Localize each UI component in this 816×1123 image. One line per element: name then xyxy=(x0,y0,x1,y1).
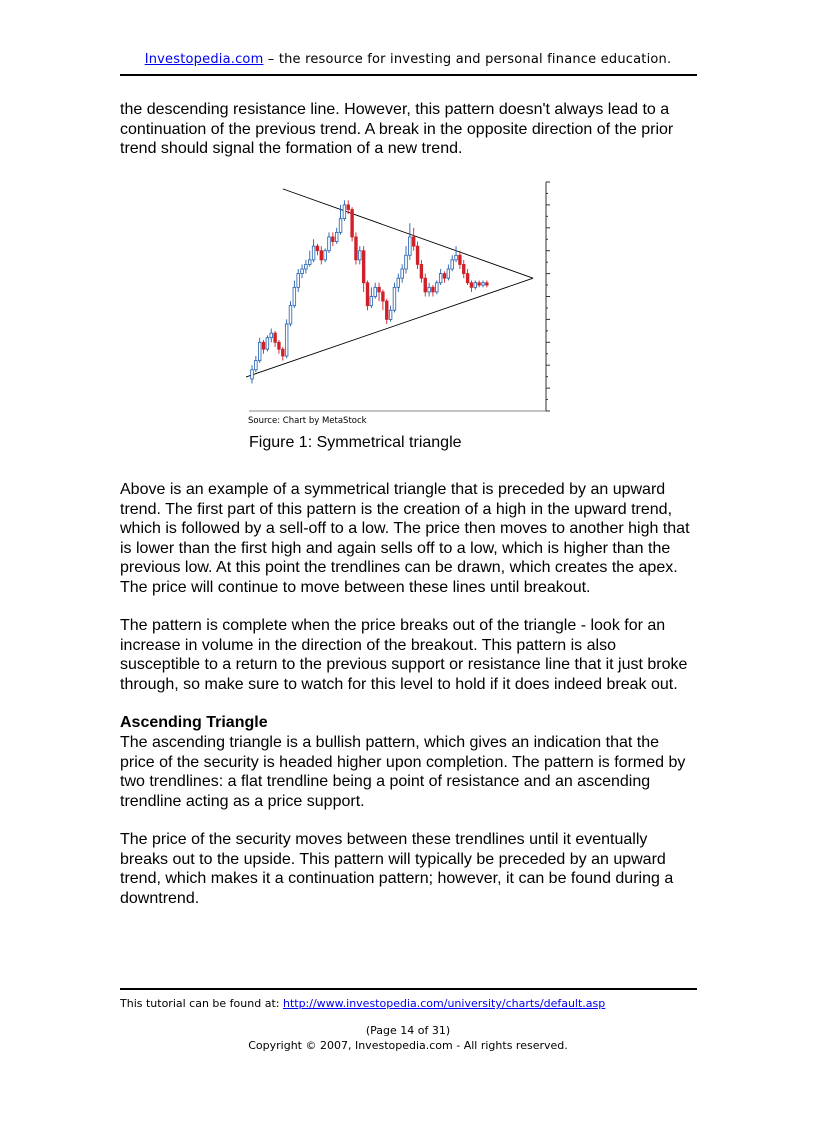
candle-body xyxy=(320,251,323,260)
candle xyxy=(409,223,412,260)
candle-body xyxy=(401,269,404,278)
header-rule xyxy=(120,74,697,76)
triangle-chart xyxy=(246,178,552,428)
candle-body xyxy=(359,251,362,260)
candle-body xyxy=(328,237,331,251)
investopedia-link[interactable]: Investopedia.com xyxy=(144,52,264,67)
candle xyxy=(278,340,281,354)
candle xyxy=(397,274,400,292)
candle xyxy=(466,269,469,285)
candle xyxy=(459,251,462,269)
paragraph-intro: the descending resistance line. However, this pattern doesn't always lead to a continuation of the previous trend. A break in the opposite direction of the prior trend should signal the formation of a new trend. xyxy=(120,101,674,158)
candle xyxy=(335,228,338,244)
candle-body xyxy=(324,251,327,260)
candle-body xyxy=(297,274,300,288)
candle-body xyxy=(486,283,489,285)
candle xyxy=(359,246,362,264)
candle-body xyxy=(282,349,285,356)
candle-body xyxy=(301,269,304,274)
candle-body xyxy=(466,274,469,283)
candle-body xyxy=(251,370,254,379)
candle-body xyxy=(262,342,265,349)
footer-rule xyxy=(120,988,697,990)
candle-body xyxy=(332,237,335,242)
paragraph-completion: The pattern is complete when the price breaks out of the triangle - look for an increase in volume in the direction of the breakout. This pattern is also susceptible to a return to the previous support or resistance line that it just broke through, so make sure to watch for this level to hold if it does indeed break out. xyxy=(120,617,688,693)
candle xyxy=(366,280,369,310)
candle xyxy=(370,287,373,308)
candle-body xyxy=(424,278,427,292)
tutorial-url-link[interactable]: http://www.investopedia.com/university/charts/default.asp xyxy=(282,997,606,1010)
candle-body xyxy=(255,361,258,370)
candle-body xyxy=(455,255,458,260)
candle xyxy=(297,269,300,292)
candle xyxy=(255,356,258,372)
candle-body xyxy=(274,333,277,342)
candle xyxy=(305,260,308,274)
chart-svg xyxy=(246,178,552,428)
figure-caption: Figure 1: Symmetrical triangle xyxy=(249,434,462,451)
candle xyxy=(362,246,365,292)
paragraph-ascending-breakout: The price of the security moves between these trendlines until it eventually breaks out to the upside. This pattern will typically be preceded by an upward trend, which makes it a continuation pattern; however, it can be found during a downtrend. xyxy=(120,831,674,907)
candle xyxy=(285,319,288,358)
candle xyxy=(389,306,392,322)
candle xyxy=(447,264,450,280)
paragraph-example: Above is an example of a symmetrical triangle that is preceded by an upward trend. The first part of this pattern is the creation of a high in the upward trend, which is followed by a sell-off to a low. The price then moves to another high that is lower than the first high and again sells off to a low, which is higher than the previous low. At this point the trendlines can be drawn, which creates the apex. The price will continue to move between these lines until breakout. xyxy=(120,481,690,596)
candle xyxy=(420,260,423,283)
candle-body xyxy=(436,283,439,292)
candle xyxy=(270,329,273,343)
page-number: (Page 14 of 31) xyxy=(365,1024,451,1037)
candle-body xyxy=(462,264,465,273)
candle-body xyxy=(482,283,485,285)
candle-body xyxy=(428,287,431,292)
candle xyxy=(343,200,346,221)
candle-body xyxy=(389,310,392,319)
candle xyxy=(401,264,404,282)
candle-body xyxy=(285,324,288,356)
candle xyxy=(385,299,388,324)
paragraph-ascending-definition: The ascending triangle is a bullish pattern, which gives an indication that the price of the security is headed higher upon completion. The pattern is formed by two trendlines: a flat trendline being a point of resistance and an ascending trendline acting as a price support. xyxy=(120,734,686,810)
resistance-trendline xyxy=(283,189,533,278)
candle-body xyxy=(355,237,358,260)
candle xyxy=(428,283,431,297)
candle xyxy=(455,246,458,262)
candle-body xyxy=(374,287,377,296)
candle xyxy=(378,283,381,301)
candle xyxy=(266,335,269,351)
candle xyxy=(289,301,292,326)
candle-body xyxy=(451,260,454,269)
candle xyxy=(382,290,385,311)
candle xyxy=(486,280,489,287)
candle xyxy=(432,285,435,296)
candle xyxy=(416,242,419,269)
footer-tutorial-link xyxy=(120,997,605,1010)
candle-body xyxy=(474,283,477,288)
copyright: Copyright © 2007, Investopedia.com - All rights reserved. xyxy=(248,1039,568,1052)
candle-body xyxy=(439,274,442,283)
candle xyxy=(324,248,327,262)
candle-body xyxy=(289,306,292,324)
candle xyxy=(328,232,331,253)
candle xyxy=(308,251,311,267)
candle xyxy=(258,338,261,363)
candle-body xyxy=(432,287,435,292)
candle-body xyxy=(312,246,315,260)
candle xyxy=(351,207,354,241)
candle-body xyxy=(343,205,346,219)
candle-body xyxy=(447,269,450,278)
candle-body xyxy=(459,255,462,264)
candle-body xyxy=(305,264,308,269)
candle xyxy=(320,246,323,264)
candle xyxy=(412,228,415,251)
candle xyxy=(374,283,377,299)
candle-body xyxy=(347,205,350,210)
candle xyxy=(262,340,265,354)
candle-body xyxy=(370,297,373,306)
page-header xyxy=(120,52,696,67)
chart-source: Source: Chart by MetaStock xyxy=(248,416,367,426)
candle xyxy=(474,280,477,289)
chart-trendlines xyxy=(246,189,533,379)
candle-body xyxy=(378,287,381,292)
candle xyxy=(424,274,427,297)
candle-body xyxy=(366,283,369,306)
candle-body xyxy=(393,287,396,310)
candle-body xyxy=(382,292,385,301)
candle xyxy=(482,280,485,287)
candle-body xyxy=(478,283,481,285)
chart-candles xyxy=(251,200,488,383)
candle xyxy=(316,244,319,255)
candle xyxy=(332,232,335,246)
candle xyxy=(251,365,254,383)
candle-body xyxy=(443,274,446,279)
candle-body xyxy=(258,342,261,360)
candle xyxy=(470,280,473,291)
support-trendline xyxy=(246,278,533,379)
candle xyxy=(451,255,454,271)
candle-body xyxy=(409,237,412,255)
candle-body xyxy=(385,301,388,319)
candle xyxy=(355,232,358,264)
candle-body xyxy=(412,237,415,246)
candle-body xyxy=(405,255,408,269)
candle-body xyxy=(293,287,296,305)
candle xyxy=(439,269,442,285)
candle xyxy=(274,331,277,347)
footer-prefix: This tutorial can be found at: xyxy=(120,997,283,1010)
candle xyxy=(478,280,481,287)
candle xyxy=(462,260,465,278)
candle xyxy=(393,283,396,313)
candle xyxy=(282,347,285,361)
candle-body xyxy=(416,246,419,264)
candle-body xyxy=(316,246,319,251)
candle-body xyxy=(266,338,269,349)
candle xyxy=(312,239,315,262)
candle-body xyxy=(278,342,281,349)
candle-body xyxy=(270,333,273,338)
candle-body xyxy=(397,278,400,287)
candle xyxy=(301,264,304,278)
candle-body xyxy=(308,260,311,265)
header-tagline: – the resource for investing and personal finance education. xyxy=(263,52,672,67)
section-heading-ascending-triangle: Ascending Triangle xyxy=(120,714,268,731)
candle xyxy=(436,280,439,294)
candle-body xyxy=(351,209,354,236)
candle-body xyxy=(420,264,423,278)
candle xyxy=(293,280,296,307)
candle-body xyxy=(470,283,473,288)
candle xyxy=(405,246,408,273)
candle-body xyxy=(362,251,365,283)
candle-body xyxy=(339,219,342,233)
candle-body xyxy=(335,232,338,241)
candle xyxy=(443,271,446,282)
